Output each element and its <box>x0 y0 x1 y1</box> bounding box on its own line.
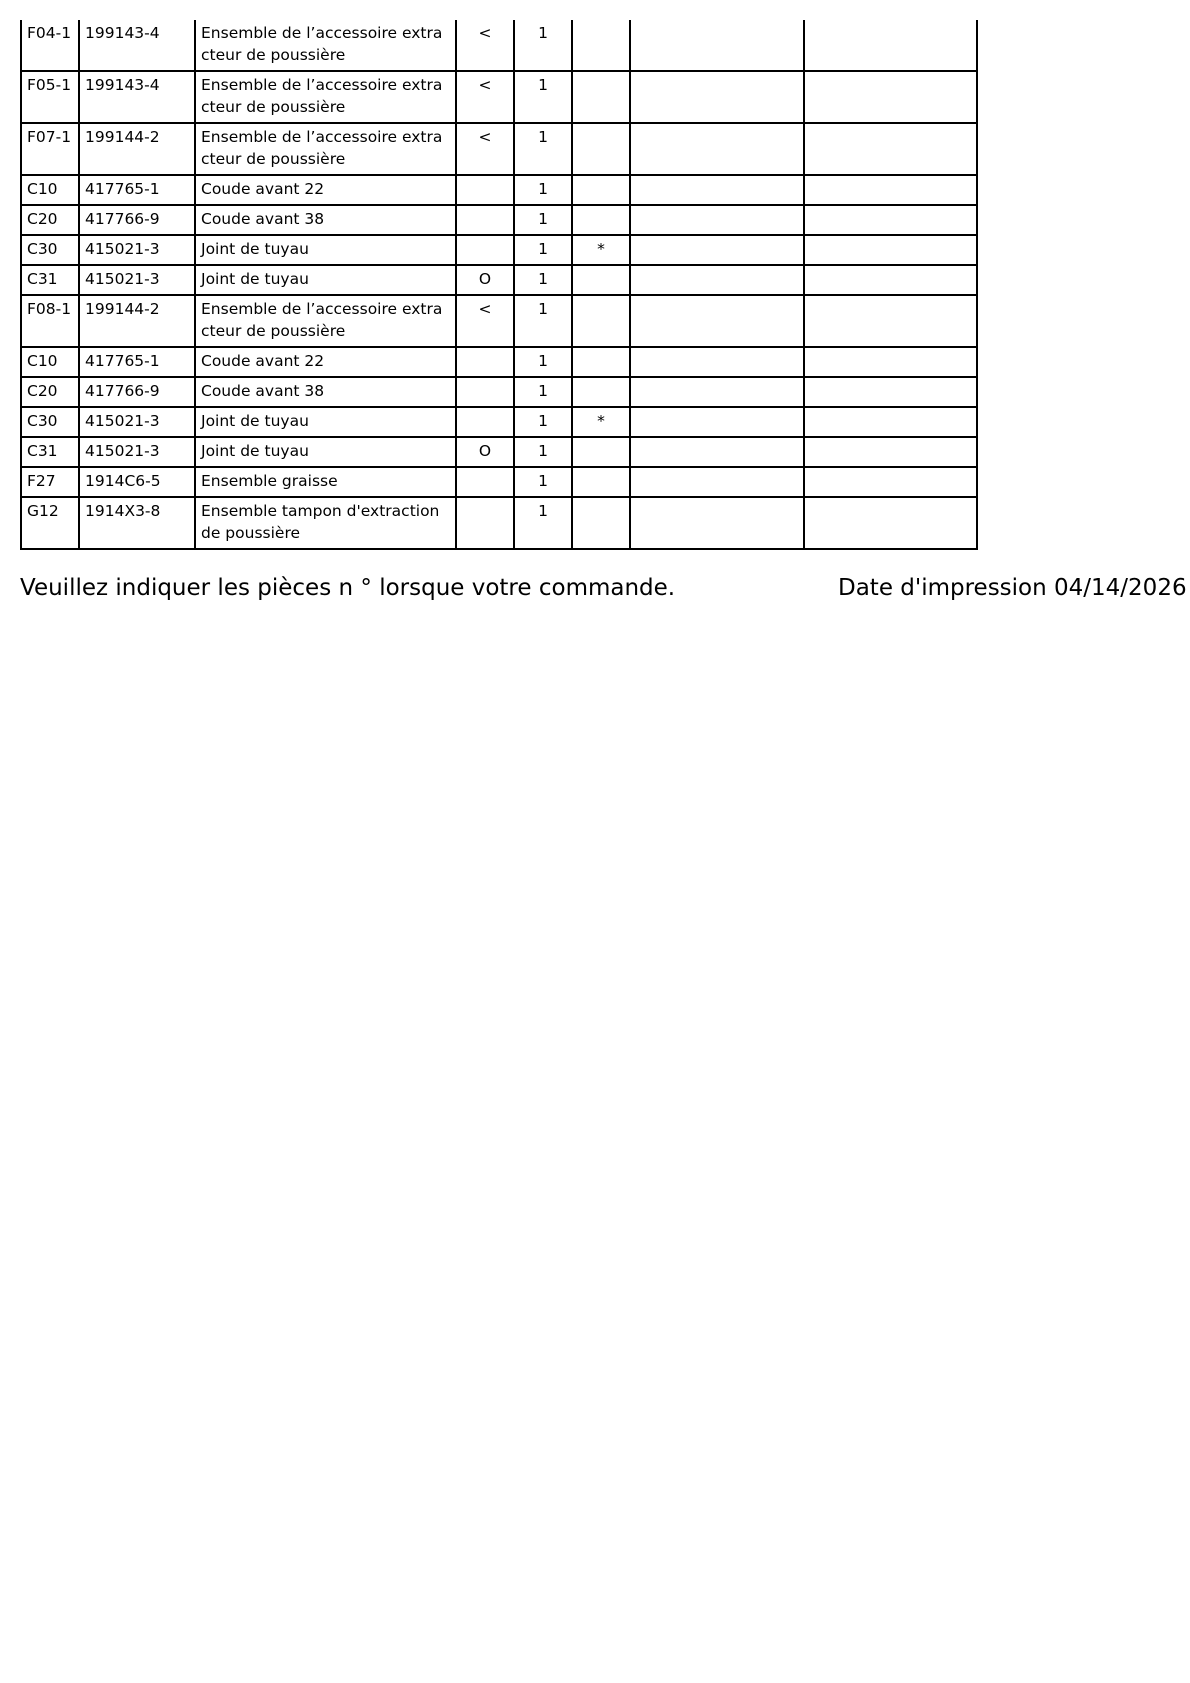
table-row <box>21 205 977 235</box>
blank-cell <box>630 347 804 377</box>
blank-text <box>636 72 798 74</box>
description-text: Ensemble de l’accessoire extracteur de poussière <box>201 76 443 116</box>
symbol-cell <box>456 20 514 71</box>
quantity-cell <box>514 175 572 205</box>
blank-text <box>636 378 798 380</box>
note-cell <box>572 71 630 123</box>
blank-cell <box>804 205 977 235</box>
part-number-text: 1914X3-8 <box>85 502 161 520</box>
description-text: Coude avant 38 <box>201 382 325 400</box>
table-row <box>21 265 977 295</box>
quantity-cell <box>514 295 572 347</box>
part-number-text: 199144-2 <box>85 300 160 318</box>
note-text <box>578 124 624 126</box>
table-row <box>21 407 977 437</box>
quantity-cell <box>514 265 572 295</box>
blank-text <box>810 348 971 350</box>
symbol-text <box>462 468 508 470</box>
symbol-text <box>462 408 508 410</box>
note-text <box>578 176 624 178</box>
part-number-cell <box>79 295 195 347</box>
order-instruction: Veuillez indiquer les pièces n ° lorsque votre commande. <box>20 575 676 601</box>
table-row <box>21 437 977 467</box>
quantity-text: 1 <box>538 180 548 198</box>
description-cell <box>195 235 456 265</box>
table-row <box>21 123 977 175</box>
note-cell <box>572 265 630 295</box>
part-number-cell <box>79 175 195 205</box>
table-row <box>21 377 977 407</box>
blank-text <box>810 408 971 410</box>
quantity-text: 1 <box>538 472 548 490</box>
quantity-cell <box>514 235 572 265</box>
blank-text <box>810 438 971 440</box>
part-number-text: 199144-2 <box>85 128 160 146</box>
description-cell <box>195 205 456 235</box>
blank-cell <box>630 467 804 497</box>
note-text: * <box>597 240 605 258</box>
part-number-text: 417766-9 <box>85 382 160 400</box>
blank-cell <box>630 235 804 265</box>
symbol-cell <box>456 497 514 549</box>
symbol-text <box>462 206 508 208</box>
table-row <box>21 347 977 377</box>
part-number-text: 415021-3 <box>85 442 160 460</box>
symbol-cell <box>456 123 514 175</box>
description-cell <box>195 20 456 71</box>
symbol-text: < <box>478 300 492 318</box>
symbol-text: O <box>478 442 492 460</box>
note-text: * <box>597 412 605 430</box>
symbol-text: < <box>478 128 492 146</box>
blank-cell <box>804 437 977 467</box>
blank-text <box>810 206 971 208</box>
symbol-cell <box>456 377 514 407</box>
quantity-text: 1 <box>538 210 548 228</box>
quantity-cell <box>514 467 572 497</box>
blank-text <box>636 348 798 350</box>
description-cell <box>195 407 456 437</box>
note-text <box>578 20 624 22</box>
note-cell <box>572 295 630 347</box>
note-cell <box>572 467 630 497</box>
blank-text <box>810 176 971 178</box>
part-number-cell <box>79 205 195 235</box>
table-row <box>21 497 977 549</box>
blank-cell <box>630 265 804 295</box>
blank-cell <box>630 71 804 123</box>
description-text: Ensemble de l’accessoire extracteur de poussière <box>201 300 443 340</box>
item-number-text: F07-1 <box>27 128 72 146</box>
description-cell <box>195 467 456 497</box>
part-number-text: 1914C6-5 <box>85 472 161 490</box>
symbol-cell <box>456 347 514 377</box>
blank-text <box>810 266 971 268</box>
blank-text <box>810 498 971 500</box>
part-number-cell <box>79 347 195 377</box>
quantity-cell <box>514 20 572 71</box>
note-text <box>578 72 624 74</box>
quantity-cell <box>514 497 572 549</box>
blank-cell <box>630 437 804 467</box>
symbol-text <box>462 378 508 380</box>
item-number-cell <box>21 467 79 497</box>
blank-text <box>810 20 971 22</box>
part-number-cell <box>79 497 195 549</box>
note-text <box>578 266 624 268</box>
blank-text <box>636 468 798 470</box>
part-number-text: 417765-1 <box>85 352 160 370</box>
description-cell <box>195 377 456 407</box>
blank-cell <box>630 497 804 549</box>
blank-text <box>636 236 798 238</box>
item-number-cell <box>21 205 79 235</box>
description-text: Ensemble graisse <box>201 472 338 490</box>
part-number-text: 417766-9 <box>85 210 160 228</box>
quantity-text: 1 <box>538 502 548 520</box>
part-number-cell <box>79 265 195 295</box>
blank-cell <box>804 407 977 437</box>
quantity-cell <box>514 123 572 175</box>
blank-cell <box>804 467 977 497</box>
table-row <box>21 295 977 347</box>
item-number-cell <box>21 295 79 347</box>
symbol-cell <box>456 205 514 235</box>
symbol-cell <box>456 295 514 347</box>
description-cell <box>195 71 456 123</box>
blank-cell <box>804 265 977 295</box>
blank-cell <box>804 497 977 549</box>
description-text: Joint de tuyau <box>201 270 309 288</box>
print-date: Date d'impression 04/14/2026 <box>838 575 1187 601</box>
symbol-cell <box>456 265 514 295</box>
blank-cell <box>630 20 804 71</box>
note-text <box>578 296 624 298</box>
part-number-cell <box>79 123 195 175</box>
blank-cell <box>804 377 977 407</box>
table-row <box>21 71 977 123</box>
blank-text <box>810 378 971 380</box>
item-number-text: C20 <box>27 210 58 228</box>
table-row <box>21 467 977 497</box>
note-cell <box>572 175 630 205</box>
symbol-cell <box>456 467 514 497</box>
blank-text <box>636 20 798 22</box>
note-text <box>578 438 624 440</box>
item-number-text: C31 <box>27 442 58 460</box>
blank-text <box>636 408 798 410</box>
symbol-text: < <box>478 24 492 42</box>
note-cell <box>572 377 630 407</box>
description-text: Ensemble tampon d'extraction de poussière <box>201 502 440 542</box>
part-number-text: 415021-3 <box>85 412 160 430</box>
blank-text <box>636 498 798 500</box>
part-number-cell <box>79 467 195 497</box>
table-row <box>21 20 977 71</box>
item-number-cell <box>21 497 79 549</box>
quantity-cell <box>514 205 572 235</box>
description-text: Coude avant 22 <box>201 180 325 198</box>
blank-cell <box>630 407 804 437</box>
blank-text <box>636 176 798 178</box>
item-number-text: C30 <box>27 412 58 430</box>
note-cell <box>572 437 630 467</box>
item-number-text: C31 <box>27 270 58 288</box>
note-text <box>578 348 624 350</box>
part-number-text: 199143-4 <box>85 76 160 94</box>
symbol-cell <box>456 437 514 467</box>
note-cell <box>572 20 630 71</box>
blank-cell <box>804 123 977 175</box>
blank-text <box>636 438 798 440</box>
item-number-text: F05-1 <box>27 76 72 94</box>
symbol-text: < <box>478 76 492 94</box>
quantity-text: 1 <box>538 76 548 94</box>
item-number-cell <box>21 71 79 123</box>
quantity-text: 1 <box>538 128 548 146</box>
item-number-cell <box>21 437 79 467</box>
parts-table-body <box>21 20 977 549</box>
part-number-cell <box>79 407 195 437</box>
item-number-text: F04-1 <box>27 24 72 42</box>
item-number-cell <box>21 175 79 205</box>
blank-text <box>810 468 971 470</box>
item-number-text: C20 <box>27 382 58 400</box>
note-text <box>578 498 624 500</box>
part-number-cell <box>79 20 195 71</box>
table-row <box>21 175 977 205</box>
blank-cell <box>804 20 977 71</box>
quantity-cell <box>514 71 572 123</box>
note-text <box>578 206 624 208</box>
description-text: Ensemble de l’accessoire extracteur de poussière <box>201 128 443 168</box>
symbol-text <box>462 348 508 350</box>
item-number-text: G12 <box>27 502 59 520</box>
quantity-cell <box>514 437 572 467</box>
part-number-text: 199143-4 <box>85 24 160 42</box>
blank-text <box>636 266 798 268</box>
description-cell <box>195 295 456 347</box>
quantity-text: 1 <box>538 24 548 42</box>
symbol-text: O <box>478 270 492 288</box>
item-number-cell <box>21 123 79 175</box>
blank-text <box>810 124 971 126</box>
note-cell <box>572 235 630 265</box>
item-number-text: C10 <box>27 180 58 198</box>
description-cell <box>195 265 456 295</box>
symbol-text <box>462 236 508 238</box>
description-cell <box>195 123 456 175</box>
description-cell <box>195 497 456 549</box>
blank-text <box>810 296 971 298</box>
symbol-text <box>462 176 508 178</box>
note-cell <box>572 347 630 377</box>
blank-cell <box>804 71 977 123</box>
symbol-cell <box>456 407 514 437</box>
blank-cell <box>630 295 804 347</box>
blank-cell <box>804 347 977 377</box>
item-number-text: C10 <box>27 352 58 370</box>
note-cell <box>572 205 630 235</box>
blank-cell <box>804 175 977 205</box>
quantity-text: 1 <box>538 240 548 258</box>
description-text: Coude avant 22 <box>201 352 325 370</box>
quantity-cell <box>514 347 572 377</box>
description-text: Joint de tuyau <box>201 240 309 258</box>
blank-cell <box>804 235 977 265</box>
item-number-cell <box>21 235 79 265</box>
blank-text <box>810 236 971 238</box>
quantity-cell <box>514 407 572 437</box>
item-number-text: F27 <box>27 472 56 490</box>
part-number-cell <box>79 71 195 123</box>
description-cell <box>195 347 456 377</box>
item-number-cell <box>21 377 79 407</box>
symbol-cell <box>456 71 514 123</box>
part-number-cell <box>79 377 195 407</box>
symbol-cell <box>456 235 514 265</box>
description-text: Ensemble de l’accessoire extracteur de poussière <box>201 24 443 64</box>
part-number-text: 417765-1 <box>85 180 160 198</box>
part-number-cell <box>79 437 195 467</box>
quantity-text: 1 <box>538 412 548 430</box>
item-number-cell <box>21 265 79 295</box>
symbol-cell <box>456 175 514 205</box>
blank-cell <box>630 175 804 205</box>
blank-text <box>636 296 798 298</box>
item-number-cell <box>21 347 79 377</box>
table-row <box>21 235 977 265</box>
description-cell <box>195 175 456 205</box>
note-text <box>578 378 624 380</box>
quantity-text: 1 <box>538 442 548 460</box>
quantity-text: 1 <box>538 300 548 318</box>
part-number-text: 415021-3 <box>85 240 160 258</box>
item-number-cell <box>21 407 79 437</box>
part-number-text: 415021-3 <box>85 270 160 288</box>
note-cell <box>572 123 630 175</box>
blank-cell <box>630 205 804 235</box>
item-number-text: C30 <box>27 240 58 258</box>
blank-cell <box>630 123 804 175</box>
description-cell <box>195 437 456 467</box>
item-number-text: F08-1 <box>27 300 72 318</box>
parts-table <box>20 20 978 550</box>
note-cell <box>572 497 630 549</box>
description-text: Joint de tuyau <box>201 412 309 430</box>
quantity-text: 1 <box>538 382 548 400</box>
item-number-cell <box>21 20 79 71</box>
description-text: Coude avant 38 <box>201 210 325 228</box>
blank-text <box>636 206 798 208</box>
note-cell <box>572 407 630 437</box>
blank-cell <box>630 377 804 407</box>
quantity-text: 1 <box>538 352 548 370</box>
description-text: Joint de tuyau <box>201 442 309 460</box>
blank-text <box>810 72 971 74</box>
note-text <box>578 468 624 470</box>
part-number-cell <box>79 235 195 265</box>
quantity-text: 1 <box>538 270 548 288</box>
quantity-cell <box>514 377 572 407</box>
symbol-text <box>462 498 508 500</box>
blank-cell <box>804 295 977 347</box>
blank-text <box>636 124 798 126</box>
